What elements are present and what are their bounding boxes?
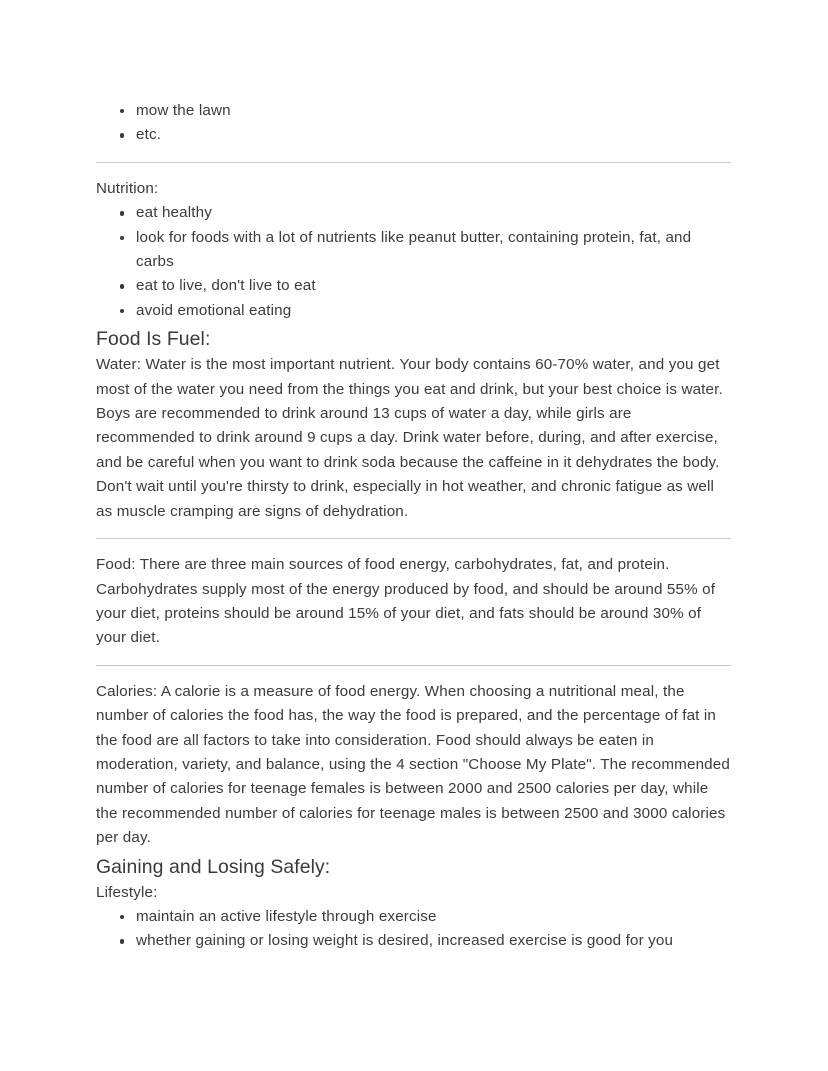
nutrition-label: Nutrition: (96, 179, 159, 197)
list-item-text: etc. (136, 126, 162, 144)
spacer (96, 524, 731, 538)
heading-food-is-fuel: Food Is Fuel: (96, 328, 211, 351)
list-item (96, 929, 731, 953)
top-bullet-list (96, 99, 731, 148)
list-item (96, 299, 731, 323)
list-item (96, 99, 731, 123)
paragraph-water: Water: Water is the most important nutrient. Your body contains 60-70% water, and you get most of the water you need from the things you eat and drink, but your best choice is water. Boys are recommended to drink around 13 cups of water a day, while girls are recommended to drink around 9 cups a day. Drink water before, during, and after exercise, and be careful when you want to drink soda because the caffeine in it dehydrates the body. Don't wait until you're thirsty to drink, especially in hot weather, and chronic fatigue as well as muscle cramping are signs of dehydration. (96, 356, 723, 520)
paragraph-calories: Calories: A calorie is a measure of food energy. When choosing a nutritional meal, the number of calories the food has, the way the food is prepared, and the percentage of fat in the food are all factors to take into consideration. Food should always be eaten in moderation, variety, and balance, using the 4 section "Choose My Plate". The recommended number of calories for teenage females is between 2000 and 2500 calories per day, while the recommended number of calories for teenage males is between 2500 and 3000 calories per day. (96, 682, 730, 847)
spacer (96, 148, 731, 162)
spacer (96, 666, 731, 680)
list-item-text: mow the lawn (136, 102, 231, 119)
list-item (96, 123, 731, 147)
spacer (96, 651, 731, 665)
list-item (96, 226, 731, 275)
lifestyle-label: Lifestyle: (96, 883, 158, 901)
list-item-text: eat healthy (136, 204, 212, 222)
nutrition-bullet-list (96, 201, 731, 323)
list-item-text: eat to live, don't live to eat (136, 277, 316, 295)
paragraph-food: Food: There are three main sources of food energy, carbohydrates, fat, and protein. Carbohydrates supply most of the energy produced by food, and should be around 55% of your diet, proteins should be around 15% of your diet, and fats should be around 30% of your diet. (96, 556, 716, 647)
list-item-text: maintain an active lifestyle through exercise (136, 907, 437, 925)
list-item (96, 274, 731, 298)
list-item-text: whether gaining or losing weight is desired, increased exercise is good for you (136, 932, 674, 950)
document-content (96, 99, 731, 954)
list-item (96, 201, 731, 225)
list-item-text: look for foods with a lot of nutrients like peanut butter, containing protein, fat, and carbs (136, 228, 692, 271)
spacer (96, 163, 731, 177)
spacer (96, 539, 731, 553)
heading-gaining-and-losing-safely: Gaining and Losing Safely: (96, 855, 331, 878)
list-item (96, 905, 731, 929)
list-item-text: avoid emotional eating (136, 301, 292, 319)
lifestyle-bullet-list (96, 905, 731, 954)
